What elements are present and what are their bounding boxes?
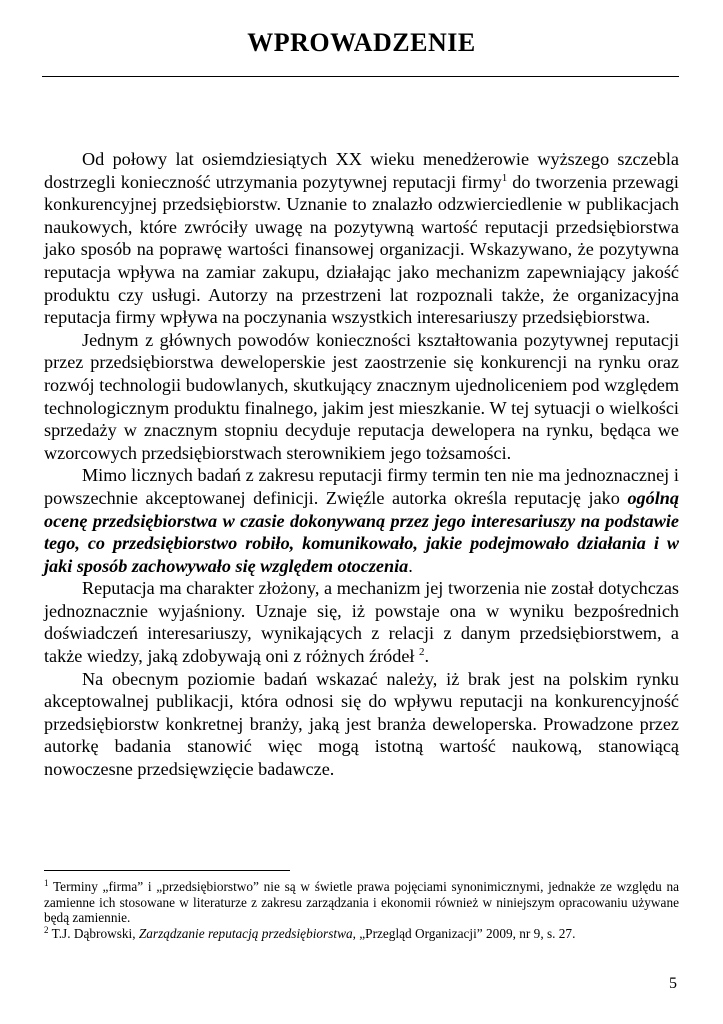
- footnote-1: [44, 879, 679, 926]
- paragraph-3-text-a: Mimo licznych badań z zakresu reputacji firmy termin ten nie ma jednoznacznej i powszechnie akceptowanej definicji. Zwięźle autorka określa reputację jako: [44, 465, 679, 508]
- footnote-1-text: Terminy „firma” i „przedsiębiorstwo” nie są w świetle prawa pojęciami synonimicznymi, jednakże ze względu na zamienne ich stosowane w literaturze z zakresu zarządzania i ekonomii również w niniejszym opracowaniu używane będą zamiennie.: [44, 879, 679, 926]
- paragraph-4-text-b: .: [424, 646, 430, 667]
- footnote-2-number: 2: [44, 924, 49, 935]
- paragraph-5: Na obecnym poziomie badań wskazać należy, iż brak jest na polskim rynku akceptowalnej publikacji, która odnosi się do wpływu reputacji na konkurencyjność przedsiębiorstw konkretnej branży, jaką jest branża deweloperska. Prowadzone przez autorkę badania stanowić więc mogą istotną wartość naukową, stanowiącą nowoczesne przedsięwzięcie badawcze.: [44, 668, 679, 780]
- paragraph-3-text-b: .: [408, 555, 413, 576]
- paragraph-1-text-a: Od połowy lat osiemdziesiątych XX wieku menedżerowie wyższego szczebla dostrzegli konieczność utrzymania pozytywnej reputacji firmy: [44, 149, 679, 192]
- paragraph-1-text-b: do tworzenia przewagi konkurencyjnej przedsiębiorstw. Uznanie to znalazło odzwierciedlenie w publikacjach naukowych, które zwróciły uwagę na pozytywną wartość reputacji przedsiębiorstwa jako sposób na poprawę wartości finansowej organizacji. Wskazywano, że pozytywna reputacja wpływa na zamiar zakupu, działając jako mechanizm zapewniający jakość produktu czy usługi. Autorzy na przestrzeni lat rozpoznali także, że organizacyjna reputacja firmy wpływa na poczynania wszystkich interesariuszy przedsiębiorstwa.: [44, 171, 679, 328]
- footnote-ref-2: 2: [419, 646, 425, 659]
- footnote-2-book-title: Zarządzanie reputacją przedsiębiorstwa: [138, 925, 353, 941]
- footnote-ref-1: 1: [501, 171, 508, 184]
- page-title: WPROWADZENIE: [247, 28, 476, 57]
- paragraph-4-text-a: Reputacja ma charakter złożony, a mechanizm jej tworzenia nie został dotychczas jednoznacznie wyjaśniony. Uznaje się, iż powstaje ona w wyniku bezpośrednich doświadczeń interesariuszy, wynikających z relacji z danym przedsiębiorstwem, a także wiedzy, jaką zdobywają oni z różnych źródeł: [44, 578, 679, 667]
- title-divider: [42, 76, 679, 77]
- paragraph-3: [44, 464, 679, 577]
- body-text: [44, 148, 679, 781]
- page-number: 5: [669, 975, 677, 992]
- footnote-divider: [44, 870, 290, 871]
- footnote-2: [44, 926, 679, 942]
- footnote-1-number: 1: [44, 878, 49, 888]
- paragraph-1: [44, 148, 679, 329]
- footnotes: [44, 879, 679, 941]
- paragraph-2: Jednym z głównych powodów konieczności kształtowania pozytywnej reputacji przez przedsiębiorstwa deweloperskie jest zaostrzenie się konkurencji na rynku oraz rozwój technologii budowlanych, skutkujący znacznym ujednoliceniem pod względem technologicznym produktu finalnego, jakim jest mieszkanie. W tej sytuacji o wielkości sprzedaży w znacznym stopniu decyduje reputacja dewelopera na rynku, będąca we wzorcowych przedsiębiorstwach sterownikiem jego tożsamości.: [44, 329, 679, 463]
- paragraph-4: [44, 577, 679, 667]
- definition-emphasis: ogólną ocenę przedsiębiorstwa w czasie dokonywaną przez jego interesariuszy na podstawie tego, co przedsiębiorstwo robiło, komunikowało, jakie podejmowało działania i w jaki sposób zachowywało się względem otoczenia: [44, 487, 679, 576]
- footnote-2-text-b: , „Przegląd Organizacji” 2009, nr 9, s. 27.: [352, 925, 576, 941]
- footnote-2-text-a: T.J. Dąbrowski,: [48, 925, 139, 941]
